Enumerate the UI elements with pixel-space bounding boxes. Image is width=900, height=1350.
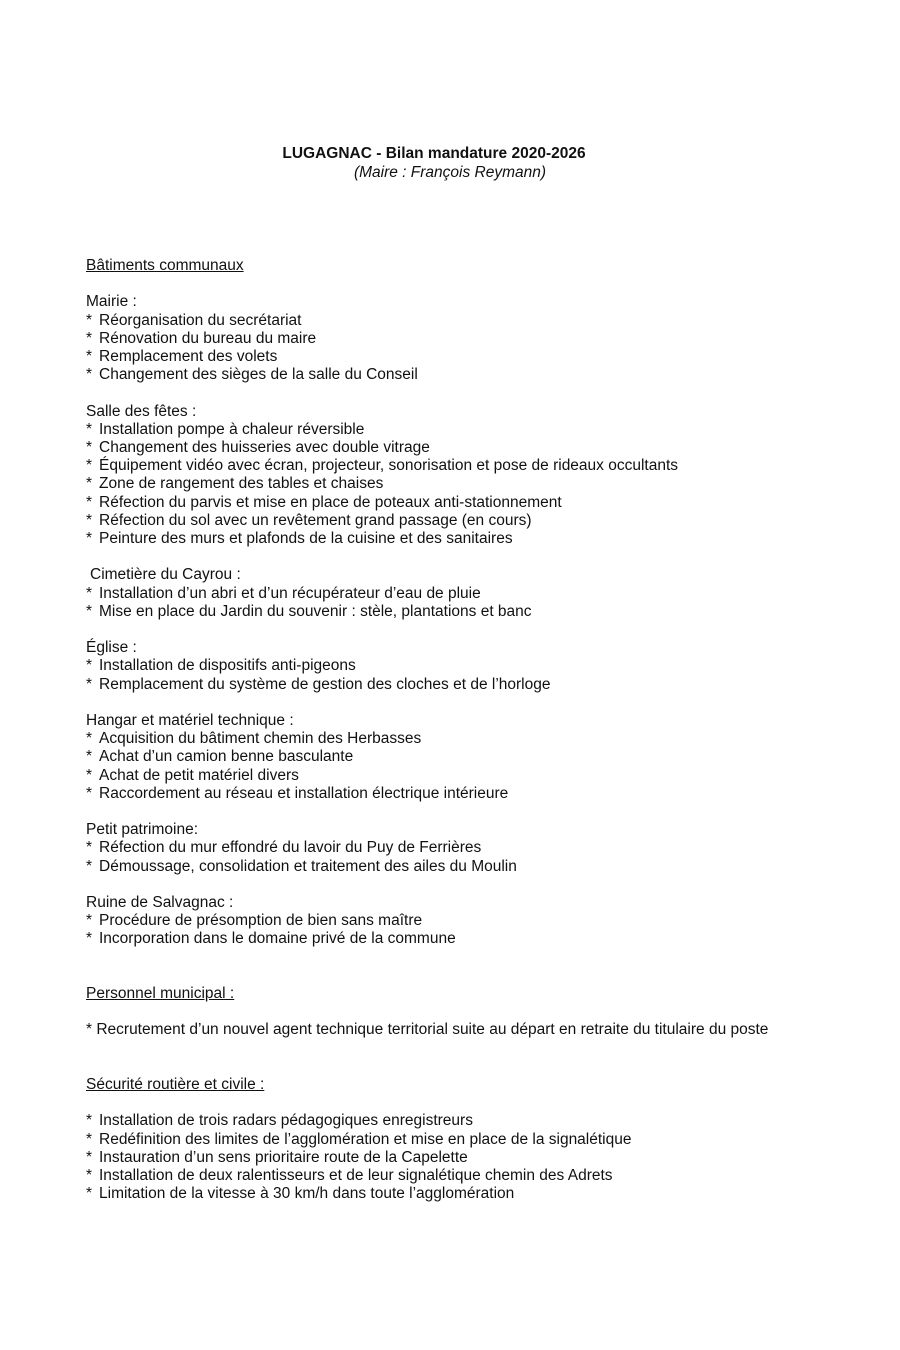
list-item-text: Réfection du sol avec un revêtement grand passage (en cours) [99,511,532,529]
list-item-text: Raccordement au réseau et installation électrique intérieure [99,784,509,802]
group-title: Salle des fêtes : [86,402,197,420]
group-ruine-salvagnac [86,894,796,949]
list-item-text: Installation de dispositifs anti-pigeons [99,657,356,675]
group-petit-patrimoine [86,821,796,876]
list-item [86,730,796,748]
item-list [86,839,796,875]
bullet-star: * [86,438,93,456]
list-item [86,858,796,876]
bullet-star: * [86,475,93,493]
list-item-text: Installation pompe à chaleur réversible [99,420,365,438]
document-subtitle: (Maire : François Reymann) [353,164,547,181]
list-item-text: Achat d’un camion benne basculante [99,748,354,766]
bullet-star: * [86,1166,93,1184]
bullet-star: * [86,857,93,875]
list-item-text: Rénovation du bureau du maire [99,329,317,347]
list-item [86,421,796,439]
list-item [86,585,796,603]
list-item [86,657,796,675]
item-list [86,730,796,803]
item-list [86,1112,796,1203]
bullet-star: * [86,748,93,766]
group-title: Mairie : [86,293,137,311]
bullet-star: * [86,1130,93,1148]
group-eglise [86,639,796,694]
list-item [86,457,796,475]
list-item-text: Remplacement des volets [99,347,278,365]
list-item [86,348,796,366]
group-salle-des-fetes [86,403,796,549]
bullet-star: * [86,766,93,784]
bullet-star: * [86,657,93,675]
list-item-text: Installation d’un abri et d’un récupérateur d’eau de pluie [99,584,481,602]
item-list [86,657,796,693]
list-item [86,330,796,348]
list-item-text: Changement des huisseries avec double vitrage [99,438,430,456]
list-item [86,1185,796,1203]
section-title-securite: Sécurité routière et civile : [86,1075,265,1093]
list-item-text: Achat de petit matériel divers [99,766,299,784]
document-body [86,257,796,1203]
list-item [86,676,796,694]
list-item-text: Redéfinition des limites de l’agglomération et mise en place de la signalétique [99,1130,632,1148]
item-list [86,912,796,948]
list-item-text: Réfection du parvis et mise en place de poteaux anti-stationnement [99,493,562,511]
list-item-text: Limitation de la vitesse à 30 km/h dans toute l’agglomération [99,1185,515,1203]
list-item [86,930,796,948]
item-list [86,421,796,548]
list-item [86,912,796,930]
bullet-star: * [86,912,93,930]
group-title: Cimetière du Cayrou : [90,566,241,584]
personnel-paragraph: * Recrutement d’un nouvel agent technique territorial suite au départ en retraite du titulaire du poste [86,1021,769,1039]
list-item [86,530,796,548]
list-item-text: Procédure de présomption de bien sans maître [99,912,423,930]
list-item [86,603,796,621]
list-item [86,767,796,785]
bullet-star: * [86,675,93,693]
bullet-star: * [86,730,93,748]
list-item-text: Réorganisation du secrétariat [99,311,302,329]
bullet-star: * [86,930,93,948]
list-item [86,512,796,530]
list-item-text: Équipement vidéo avec écran, projecteur, sonorisation et pose de rideaux occultants [99,457,679,475]
bullet-star: * [86,784,93,802]
bullet-star: * [86,1112,93,1130]
bullet-star: * [86,1148,93,1166]
bullet-star: * [86,457,93,475]
group-title: Petit patrimoine: [86,821,198,839]
bullet-star: * [86,602,93,620]
list-item-text: Acquisition du bâtiment chemin des Herbasses [99,730,422,748]
list-item [86,1112,796,1130]
bullet-star: * [86,1185,93,1203]
list-item [86,312,796,330]
bullet-star: * [86,366,93,384]
section-title-personnel: Personnel municipal : [86,984,235,1002]
bullet-star: * [86,329,93,347]
list-item [86,1131,796,1149]
bullet-star: * [86,530,93,547]
group-cimetiere [86,566,796,621]
list-item [86,475,796,493]
group-title: Église : [86,639,137,657]
list-item-text: Incorporation dans le domaine privé de la commune [99,930,456,948]
list-item-text: Installation de trois radars pédagogiques enregistreurs [99,1112,473,1130]
list-item-text: Démoussage, consolidation et traitement des ailes du Moulin [99,857,517,875]
list-item [86,785,796,803]
document-title: LUGAGNAC - Bilan mandature 2020-2026 [282,145,586,162]
bullet-star: * [86,420,93,438]
list-item [86,748,796,766]
item-list [86,312,796,385]
list-item-text: Remplacement du système de gestion des cloches et de l’horloge [99,675,551,693]
list-item [86,366,796,384]
list-item-text: Mise en place du Jardin du souvenir : stèle, plantations et banc [99,602,532,620]
list-item [86,1149,796,1167]
section-title-batiments: Bâtiments communaux [86,257,244,274]
list-item-text: Instauration d’un sens prioritaire route de la Capelette [99,1148,468,1166]
group-title: Hangar et matériel technique : [86,711,294,729]
list-item [86,439,796,457]
bullet-star: * [86,311,93,329]
list-item-text: Changement des sièges de la salle du Conseil [99,366,418,384]
list-item [86,494,796,512]
group-title: Ruine de Salvagnac : [86,893,234,911]
group-mairie [86,293,796,384]
bullet-star: * [86,347,93,365]
list-item-text: Peinture des murs et plafonds de la cuisine et des sanitaires [99,530,513,547]
list-item-text: Zone de rangement des tables et chaises [99,475,384,493]
list-item-text: Installation de deux ralentisseurs et de leur signalétique chemin des Adrets [99,1166,613,1184]
bullet-star: * [86,511,93,529]
item-list [86,585,796,621]
group-hangar [86,712,796,803]
list-item [86,1167,796,1185]
bullet-star: * [86,839,93,857]
bullet-star: * [86,493,93,511]
list-item [86,839,796,857]
list-item-text: Réfection du mur effondré du lavoir du Puy de Ferrières [99,839,482,857]
bullet-star: * [86,584,93,602]
